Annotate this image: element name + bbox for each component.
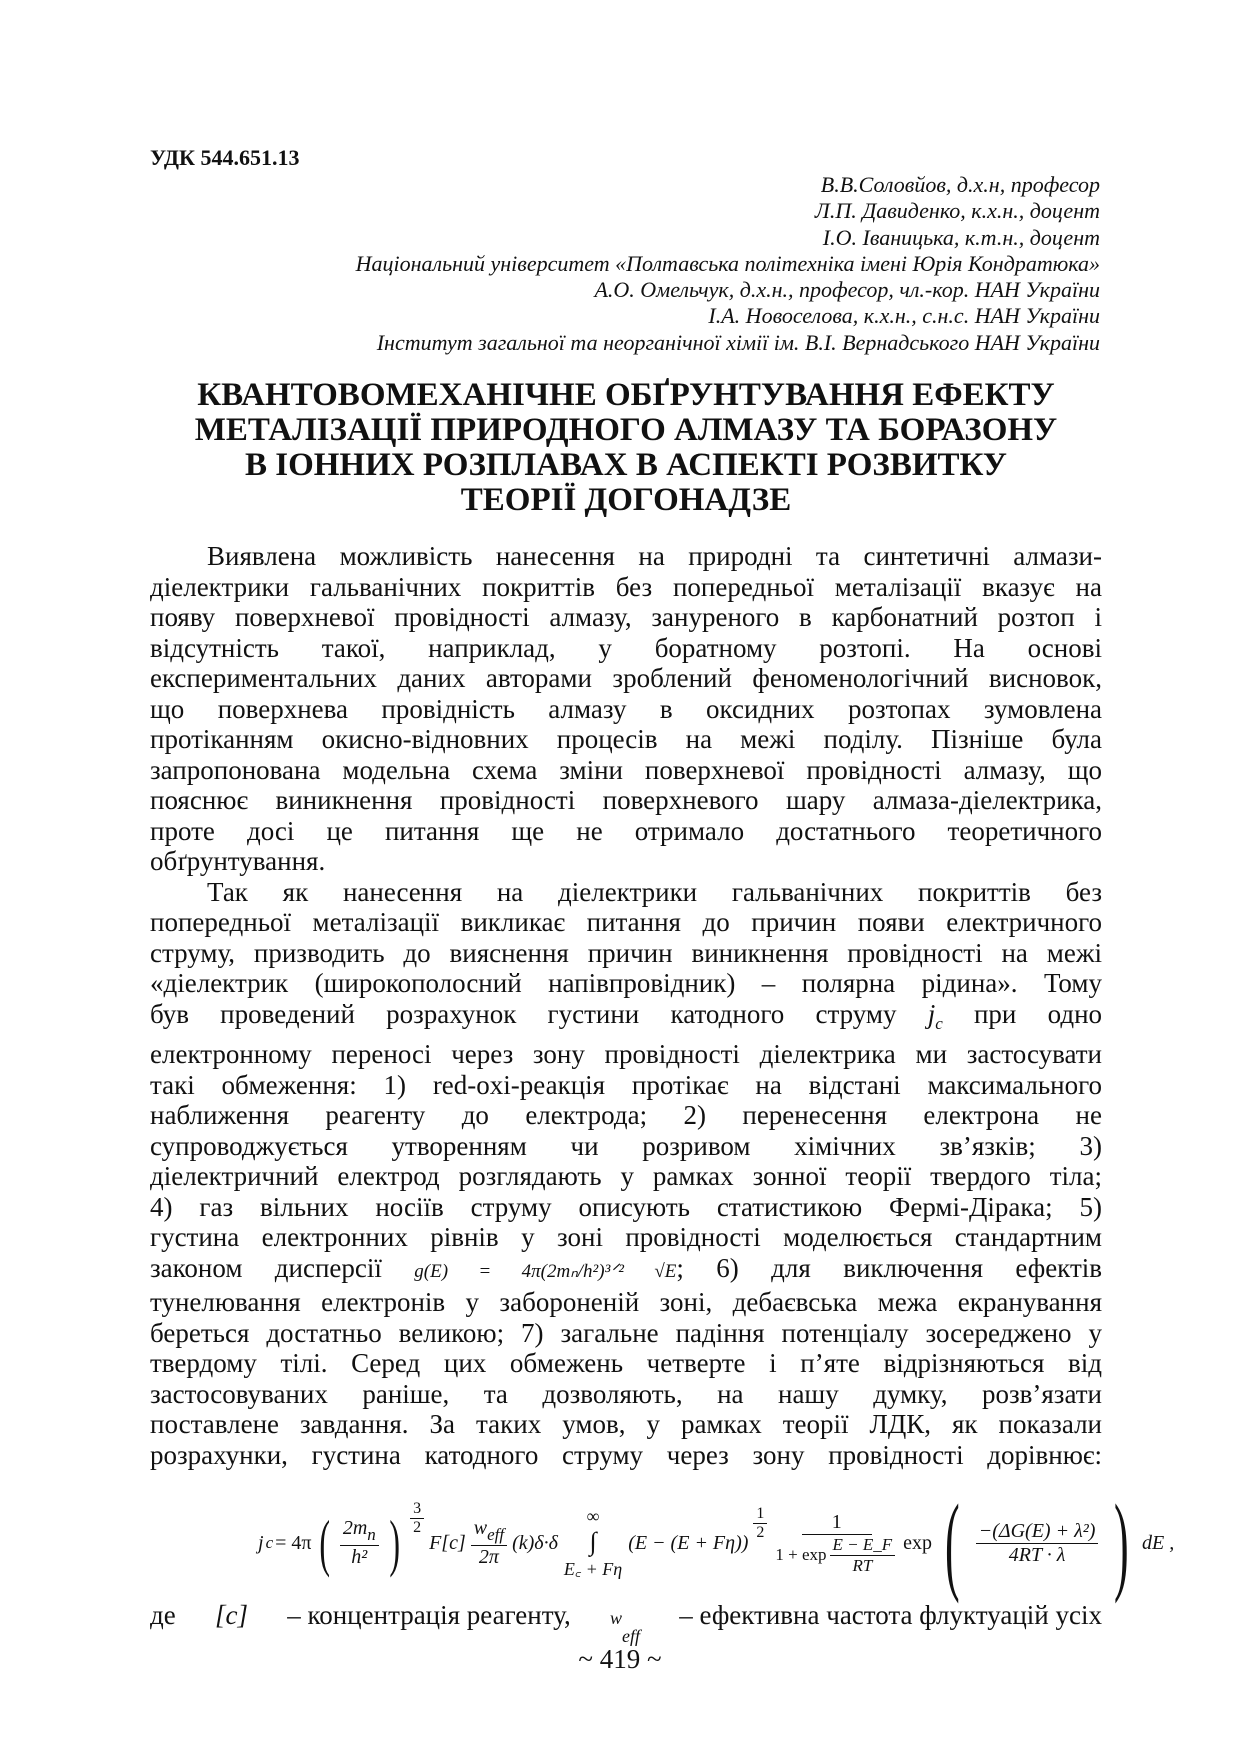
article-title [150, 378, 1102, 518]
definition-line [150, 1600, 1102, 1646]
text: – ефективна частота флуктуацій усіх [679, 1600, 1102, 1630]
body-line: запропонована модельна схема зміни поверхневої провідності алмазу, що [150, 754, 1102, 785]
affiliation-line: Інститут загальної та неорганічної хімії ім. В.І. Вернадського НАН України [376, 329, 1100, 355]
author-line: І.А. Новоселова, к.х.н., с.н.с. НАН України [708, 303, 1100, 329]
body-line: розрахунки, густина катодного струму через зону провідності дорівнює: [150, 1439, 1102, 1470]
text: був проведений розрахунок густини катодного струму [150, 998, 897, 1029]
article-body [150, 541, 1102, 1470]
text: ; 6) для виключення ефектів [676, 1252, 1102, 1283]
formula-term: F[c] [429, 1531, 466, 1554]
author-line: В.В.Соловйов, д.х.н, професор [820, 172, 1100, 197]
author-line: А.О. Омельчук, д.х.н., професор, чл.-кор. НАН України [594, 277, 1100, 303]
body-line: 4) газ вільних носіїв струму описують статистикою Фермі-Дірака; 5) [150, 1191, 1102, 1222]
paren-close: ) [389, 1507, 400, 1578]
body-line: застосовуваних раніше, та дозволяють, на нашу думку, розв’язати [150, 1378, 1102, 1409]
dispersion-formula: g(E) = 4π(2mₙ/h²)³ᐟ² √E [414, 1260, 677, 1282]
paren-open: ( [318, 1507, 330, 1578]
body-line [150, 1253, 1102, 1288]
author-line: І.О. Іваницька, к.т.н., доцент [822, 224, 1100, 250]
sub: eff [487, 1525, 505, 1544]
paren-close: ) [1114, 1482, 1130, 1604]
body-line: експериментальних даних авторами зроблений феноменологічний висновок, [150, 663, 1102, 693]
num: 1 [753, 1505, 767, 1524]
body-line: Так як нанесення на діелектрики гальванічних покриттів без [207, 876, 1102, 907]
num: E − E_F [830, 1535, 896, 1556]
text: – концентрація реагенту, [287, 1600, 571, 1630]
paren-open: ( [945, 1482, 960, 1604]
body-line: проте досі це питання ще не отримало достатнього теоретичного [150, 815, 1102, 846]
int-lower: E꜀ + Fη [563, 1558, 623, 1579]
w: w [609, 1608, 622, 1628]
int-sign: ∫ [589, 1526, 597, 1556]
body-line [150, 999, 1102, 1040]
body-line: струму, призводить до вияснення причин виникнення провідності на межі [150, 937, 1102, 968]
text: де [150, 1600, 176, 1630]
int-upper: ∞ [586, 1505, 600, 1526]
differential: dE , [1142, 1531, 1175, 1554]
title-line: В ІОННИХ РОЗПЛАВАХ В АСПЕКТІ РОЗВИТКУ [244, 447, 1008, 483]
body-line: діелектричний електрод розглядають у рамках зонної теорії твердого тіла; [150, 1161, 1102, 1191]
page-number: ~ 419 ~ [578, 1644, 662, 1674]
body-line: обґрунтування. [150, 846, 326, 876]
sub: n [367, 1525, 376, 1544]
inner-frac [830, 1535, 896, 1576]
body-line: Виявлена можливість нанесення на природні та синтетичні алмази- [207, 541, 1102, 571]
body-line: електронному переносі через зону провідності діелектрика ми застосувати [150, 1039, 1102, 1069]
den: RT [852, 1555, 873, 1575]
author-line: Л.П. Давиденко, к.х.н., доцент [814, 198, 1100, 224]
text: при одно [973, 998, 1103, 1029]
current-density-symbol [927, 998, 943, 1033]
formula-lhs-sub: c [265, 1533, 274, 1552]
symbol-weff [609, 1603, 640, 1646]
body-line: попередньої металізації викликає питання до причин появи електричного [150, 907, 1102, 937]
den-a: 1 + exp [775, 1545, 827, 1564]
symbol-concentration: [c] [214, 1600, 248, 1630]
num: 2m [342, 1517, 368, 1539]
title-line: ТЕОРІЇ ДОГОНАДЗЕ [460, 482, 792, 518]
body-line: відсутність такої, наприклад, у боратному розтопі. На основі [150, 632, 1102, 663]
body-line: діелектрики гальванічних покриттів без попередньої металізації вказує на [150, 571, 1102, 602]
body-line: густина електронних рівнів у зоні провідності моделюється стандартним [150, 1222, 1102, 1252]
integral [564, 1506, 622, 1581]
sub: eff [622, 1626, 640, 1646]
fraction-mass [340, 1517, 379, 1569]
current-density-equation [258, 1482, 1175, 1604]
num: 3 [410, 1500, 424, 1519]
den: 2 [756, 1523, 765, 1541]
body-line: пояснює виникнення провідності поверхневого шару алмаза-діелектрика, [150, 785, 1102, 815]
body-line: протіканням окисно-відновних процесів на межі поділу. Пізніше була [150, 724, 1102, 754]
den [775, 1535, 898, 1576]
authors-block [356, 172, 1100, 356]
title-line: МЕТАЛІЗАЦІЇ ПРИРОДНОГО АЛМАЗУ ТА БОРАЗОНУ [194, 412, 1058, 448]
den: 2 [413, 1518, 422, 1536]
udk-code: УДК 544.651.13 [150, 145, 300, 170]
title-line: КВАНТОВОМЕХАНІЧНЕ ОБҐРУНТУВАННЯ ЕФЕКТУ [197, 377, 1055, 413]
den: 4RT · λ [1008, 1543, 1066, 1566]
body-line: супроводжується утворенням чи розривом хімічних зв’язків; 3) [150, 1130, 1102, 1161]
body-line: тунелювання електронів у забороненій зоні, дебаєвська межа екранування [150, 1287, 1102, 1317]
text: законом дисперсії [150, 1252, 382, 1283]
fermi-dirac-fraction [775, 1511, 898, 1576]
formula-lhs: j [258, 1531, 264, 1554]
num: −(ΔG(E) + λ²) [976, 1520, 1099, 1544]
formula-term: (k)δ·δ [512, 1531, 558, 1554]
affiliation-line: Національний університет «Полтавська політехніка імені Юрія Кондратюка» [355, 250, 1100, 276]
body-line: що поверхнева провідність алмазу в оксидних розтопах зумовлена [150, 693, 1102, 724]
den: h² [351, 1546, 368, 1568]
num: 1 [802, 1511, 872, 1535]
exp-label: exp [903, 1531, 933, 1554]
subscript-c: c [935, 1013, 943, 1033]
integrand: (E − (E + Fη)) [628, 1531, 749, 1554]
body-line: такі обмеження: 1) red-oxi-реакція протікає на відстані максимального [150, 1069, 1102, 1100]
exponent-half [753, 1505, 767, 1542]
symbol-j: j [927, 998, 936, 1029]
body-line: наближення реагенту до електрода; 2) перенесення електрона не [150, 1100, 1102, 1130]
formula-eq: = 4π [275, 1531, 312, 1554]
body-line: твердому тілі. Серед цих обмежень четверте і п’яте відрізняються від [150, 1348, 1102, 1378]
fraction-weff [471, 1517, 507, 1569]
body-line: поставлене завдання. За таких умов, у рамках теорії ЛДК, як показали [150, 1409, 1102, 1439]
exponent-three-halves [410, 1500, 424, 1537]
body-line: «діелектрик (широкополосний напівпровідник) – полярна рідина». Тому [150, 968, 1102, 998]
body-line: береться достатньо великою; 7) загальне падіння потенціалу зосереджено у [150, 1317, 1102, 1348]
energy-fraction [976, 1520, 1099, 1567]
num: w [473, 1517, 488, 1539]
body-line: появу поверхневої провідності алмазу, зануреного в карбонатний розтоп і [150, 602, 1102, 632]
den: 2π [478, 1546, 499, 1568]
